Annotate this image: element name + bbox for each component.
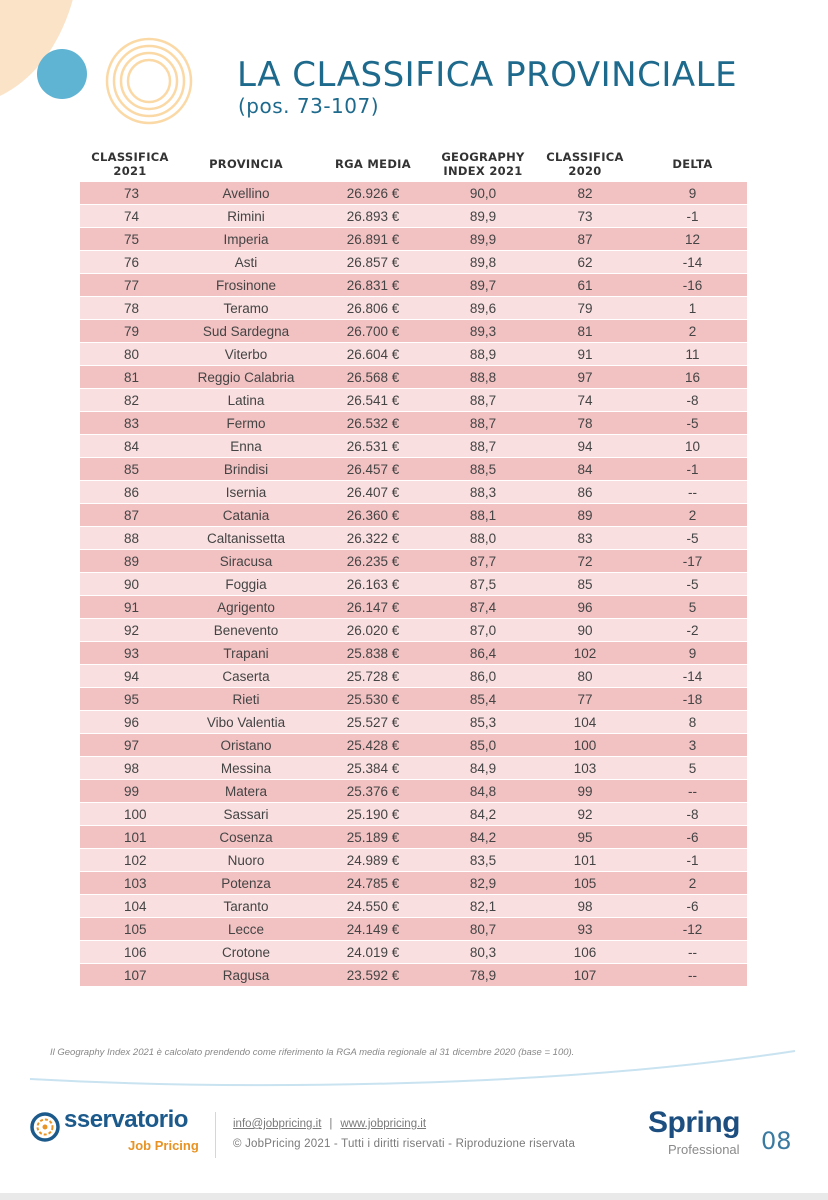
cell-geography-index: 85,0 — [469, 737, 497, 753]
cell-geography-index: 88,8 — [469, 369, 497, 385]
column-header-geography-index: GEOGRAPHY INDEX 2021 — [441, 150, 525, 178]
cell-rank-2021: 93 — [124, 645, 140, 661]
table-row — [80, 711, 747, 734]
cell-rank-2020: 74 — [577, 392, 593, 408]
cell-rank-2020: 95 — [577, 829, 593, 845]
email-link[interactable]: info@jobpricing.it — [233, 1118, 322, 1130]
concentric-rings-icon — [104, 36, 194, 126]
table-row — [80, 642, 747, 665]
osservatorio-o-icon — [30, 1112, 60, 1142]
cell-geography-index: 80,7 — [469, 921, 497, 937]
cell-geography-index: 85,4 — [469, 691, 497, 707]
table-row — [80, 803, 747, 826]
cell-rga-media: 24.785 € — [346, 875, 400, 891]
cell-rga-media: 25.428 € — [346, 737, 400, 753]
cell-rank-2021: 106 — [124, 944, 147, 960]
cell-geography-index: 82,9 — [469, 875, 497, 891]
cell-rga-media: 26.163 € — [346, 576, 400, 592]
cell-geography-index: 87,7 — [469, 553, 497, 569]
cell-rank-2020: 61 — [577, 277, 593, 293]
cell-rga-media: 26.604 € — [346, 346, 400, 362]
cell-geography-index: 88,7 — [469, 438, 497, 454]
cell-rank-2021: 95 — [124, 691, 140, 707]
cell-rank-2021: 73 — [124, 185, 140, 201]
table-row — [80, 665, 747, 688]
cell-geography-index: 87,0 — [469, 622, 497, 638]
cell-delta: -1 — [686, 461, 699, 477]
cell-rank-2020: 106 — [573, 944, 597, 960]
cell-province: Imperia — [223, 231, 269, 247]
cell-rga-media: 25.728 € — [346, 668, 400, 684]
cell-rank-2020: 104 — [573, 714, 597, 730]
cell-delta: 8 — [688, 714, 697, 730]
cell-delta: 12 — [684, 231, 701, 247]
cell-delta: 1 — [688, 300, 697, 316]
cell-geography-index: 78,9 — [469, 967, 497, 983]
cell-rank-2021: 107 — [124, 967, 147, 983]
cell-geography-index: 84,2 — [469, 806, 497, 822]
website-link[interactable]: www.jobpricing.it — [340, 1118, 427, 1130]
cell-geography-index: 89,3 — [469, 323, 497, 339]
cell-rank-2020: 78 — [577, 415, 593, 431]
cell-rank-2021: 99 — [124, 783, 140, 799]
osservatorio-logo — [30, 1106, 210, 1160]
cell-province: Caltanissetta — [206, 530, 286, 546]
cell-rga-media: 26.700 € — [346, 323, 400, 339]
cell-rank-2020: 81 — [577, 323, 593, 339]
cell-rank-2021: 82 — [124, 392, 140, 408]
table-row — [80, 573, 747, 596]
cell-geography-index: 89,9 — [469, 208, 497, 224]
cell-rank-2021: 105 — [124, 921, 147, 937]
cell-rank-2021: 83 — [124, 415, 140, 431]
decorative-blue-circle — [37, 49, 87, 99]
cell-delta: 3 — [688, 737, 697, 753]
cell-rga-media: 26.020 € — [346, 622, 400, 638]
cell-geography-index: 84,2 — [469, 829, 497, 845]
cell-province: Avellino — [222, 185, 270, 201]
cell-delta: -14 — [682, 254, 703, 270]
cell-rank-2020: 79 — [577, 300, 593, 316]
table-row — [80, 389, 747, 412]
cell-rank-2020: 86 — [577, 484, 593, 500]
cell-rga-media: 26.457 € — [346, 461, 400, 477]
table-row — [80, 412, 747, 435]
cell-rank-2020: 80 — [577, 668, 593, 684]
footer-divider — [215, 1112, 216, 1158]
table-row — [80, 872, 747, 895]
cell-geography-index: 84,8 — [469, 783, 497, 799]
cell-rank-2020: 98 — [577, 898, 593, 914]
cell-rank-2021: 96 — [124, 714, 140, 730]
cell-geography-index: 85,3 — [469, 714, 497, 730]
table-row — [80, 274, 747, 297]
cell-delta: -5 — [686, 530, 699, 546]
cell-rank-2020: 92 — [577, 806, 593, 822]
logo-wordmark: sservatorio — [64, 1106, 188, 1133]
table-row — [80, 826, 747, 849]
cell-rga-media: 24.550 € — [346, 898, 400, 914]
cell-delta: -18 — [682, 691, 703, 707]
cell-geography-index: 88,9 — [469, 346, 497, 362]
cell-rank-2021: 81 — [124, 369, 140, 385]
cell-rank-2021: 91 — [124, 599, 140, 615]
cell-rank-2020: 84 — [577, 461, 593, 477]
cell-rga-media: 26.831 € — [346, 277, 400, 293]
cell-province: Caserta — [222, 668, 270, 684]
cell-rank-2020: 103 — [573, 760, 597, 776]
cell-geography-index: 88,7 — [469, 392, 497, 408]
cell-rank-2021: 84 — [124, 438, 140, 454]
cell-delta: -- — [688, 967, 697, 983]
table-row — [80, 780, 747, 803]
cell-rank-2020: 83 — [577, 530, 593, 546]
cell-delta: -- — [688, 783, 697, 799]
ranking-table — [80, 146, 747, 987]
table-row — [80, 435, 747, 458]
table-row — [80, 941, 747, 964]
cell-rank-2021: 103 — [124, 875, 147, 891]
cell-rga-media: 25.530 € — [346, 691, 400, 707]
cell-delta: 16 — [684, 369, 701, 385]
cell-province: Viterbo — [224, 346, 268, 362]
cell-province: Latina — [227, 392, 265, 408]
table-row — [80, 182, 747, 205]
cell-rank-2020: 101 — [573, 852, 597, 868]
cell-rga-media: 25.376 € — [346, 783, 400, 799]
table-row — [80, 734, 747, 757]
cell-province: Asti — [234, 254, 258, 270]
table-row — [80, 205, 747, 228]
cell-delta: -17 — [682, 553, 703, 569]
cell-delta: -- — [688, 484, 697, 500]
cell-rga-media: 26.857 € — [346, 254, 400, 270]
cell-geography-index: 90,0 — [469, 185, 497, 201]
cell-province: Rimini — [227, 208, 265, 224]
table-row — [80, 458, 747, 481]
cell-rga-media: 23.592 € — [346, 967, 400, 983]
table-row — [80, 918, 747, 941]
cell-delta: -6 — [686, 829, 699, 845]
cell-province: Sud Sardegna — [202, 323, 290, 339]
cell-rank-2021: 94 — [124, 668, 140, 684]
column-header-classifica-2021: CLASSIFICA 2021 — [91, 150, 169, 178]
cell-province: Fermo — [226, 415, 266, 431]
cell-rank-2021: 98 — [124, 760, 140, 776]
cell-rank-2020: 87 — [577, 231, 593, 247]
column-header-classifica-2020: CLASSIFICA 2020 — [546, 150, 624, 178]
cell-rga-media: 25.527 € — [346, 714, 400, 730]
cell-rank-2021: 101 — [124, 829, 147, 845]
cell-rank-2021: 100 — [124, 806, 147, 822]
cell-rank-2021: 79 — [124, 323, 140, 339]
cell-delta: -16 — [682, 277, 703, 293]
cell-rga-media: 25.838 € — [346, 645, 400, 661]
table-row — [80, 366, 747, 389]
cell-province: Reggio Calabria — [197, 369, 295, 385]
cell-geography-index: 88,0 — [469, 530, 497, 546]
contact-separator: | — [329, 1118, 333, 1130]
cell-geography-index: 88,1 — [469, 507, 497, 523]
cell-province: Sassari — [223, 806, 269, 822]
cell-geography-index: 88,3 — [469, 484, 497, 500]
cell-rank-2020: 97 — [577, 369, 593, 385]
cell-delta: 2 — [688, 875, 697, 891]
table-row — [80, 297, 747, 320]
cell-rga-media: 25.384 € — [346, 760, 400, 776]
cell-rank-2021: 92 — [124, 622, 140, 638]
cell-delta: -2 — [686, 622, 699, 638]
cell-rank-2020: 107 — [573, 967, 597, 983]
cell-province: Catania — [222, 507, 270, 523]
cell-rank-2021: 102 — [124, 852, 147, 868]
cell-province: Lecce — [227, 921, 265, 937]
cell-delta: 5 — [688, 760, 697, 776]
cell-rga-media: 26.531 € — [346, 438, 400, 454]
table-row — [80, 504, 747, 527]
cell-rga-media: 26.147 € — [346, 599, 400, 615]
cell-rank-2021: 104 — [124, 898, 147, 914]
cell-rga-media: 25.189 € — [346, 829, 400, 845]
cell-delta: -8 — [686, 392, 699, 408]
cell-province: Agrigento — [217, 599, 275, 615]
cell-rga-media: 26.407 € — [346, 484, 400, 500]
cell-province: Siracusa — [219, 553, 273, 569]
cell-rank-2020: 91 — [577, 346, 593, 362]
table-row — [80, 228, 747, 251]
cell-rank-2020: 93 — [577, 921, 593, 937]
cell-geography-index: 89,8 — [469, 254, 497, 270]
cell-rank-2021: 97 — [124, 737, 140, 753]
cell-rga-media: 26.806 € — [346, 300, 400, 316]
cell-province: Nuoro — [227, 852, 265, 868]
cell-province: Enna — [230, 438, 262, 454]
cell-province: Ragusa — [222, 967, 270, 983]
bottom-bar — [0, 1193, 828, 1200]
cell-rank-2020: 62 — [577, 254, 593, 270]
cell-delta: 9 — [688, 645, 697, 661]
table-row — [80, 320, 747, 343]
cell-rank-2020: 94 — [577, 438, 593, 454]
cell-rga-media: 26.322 € — [346, 530, 400, 546]
cell-rank-2021: 85 — [124, 461, 140, 477]
cell-rank-2021: 88 — [124, 530, 140, 546]
cell-rank-2021: 86 — [124, 484, 140, 500]
page-number: 08 — [761, 1127, 792, 1155]
cell-delta: 2 — [688, 507, 697, 523]
cell-rga-media: 26.568 € — [346, 369, 400, 385]
cell-rga-media: 26.235 € — [346, 553, 400, 569]
cell-geography-index: 83,5 — [469, 852, 497, 868]
table-row — [80, 757, 747, 780]
cell-delta: -8 — [686, 806, 699, 822]
cell-province: Oristano — [220, 737, 272, 753]
spring-logo: Spring — [648, 1106, 740, 1139]
cell-delta: -6 — [686, 898, 699, 914]
cell-geography-index: 87,5 — [469, 576, 497, 592]
cell-province: Crotone — [221, 944, 271, 960]
cell-geography-index: 88,7 — [469, 415, 497, 431]
table-body — [80, 182, 747, 987]
cell-rank-2021: 90 — [124, 576, 140, 592]
table-row — [80, 550, 747, 573]
cell-province: Frosinone — [215, 277, 277, 293]
cell-rank-2020: 102 — [573, 645, 597, 661]
column-header-rga-media: RGA MEDIA — [335, 157, 411, 171]
cell-rga-media: 26.532 € — [346, 415, 400, 431]
cell-rank-2020: 72 — [577, 553, 593, 569]
table-row — [80, 481, 747, 504]
table-row — [80, 596, 747, 619]
cell-delta: -1 — [686, 208, 699, 224]
cell-province: Rieti — [232, 691, 260, 707]
cell-province: Brindisi — [223, 461, 269, 477]
cell-province: Taranto — [223, 898, 269, 914]
cell-province: Trapani — [223, 645, 269, 661]
logo-subtitle: Job Pricing — [128, 1138, 199, 1153]
cell-geography-index: 86,0 — [469, 668, 497, 684]
cell-delta: 9 — [688, 185, 697, 201]
cell-rank-2020: 82 — [577, 185, 593, 201]
cell-geography-index: 88,5 — [469, 461, 497, 477]
cell-rank-2021: 77 — [124, 277, 140, 293]
cell-rank-2020: 96 — [577, 599, 593, 615]
cell-rank-2020: 85 — [577, 576, 593, 592]
cell-delta: 11 — [685, 346, 700, 362]
cell-rank-2020: 90 — [577, 622, 593, 638]
cell-rank-2021: 75 — [124, 231, 140, 247]
cell-delta: 5 — [688, 599, 697, 615]
cell-province: Vibo Valentia — [206, 714, 286, 730]
spring-logo-subtitle: Professional — [668, 1142, 740, 1157]
cell-province: Cosenza — [219, 829, 273, 845]
column-header-delta: DELTA — [672, 157, 713, 171]
table-row — [80, 527, 747, 550]
cell-geography-index: 89,7 — [469, 277, 497, 293]
cell-rga-media: 26.893 € — [346, 208, 400, 224]
footer-contacts — [233, 1118, 426, 1130]
footnote: Il Geography Index 2021 è calcolato prendendo come riferimento la RGA media regionale al 31 dicembre 2020 (base = 100). — [50, 1047, 575, 1058]
cell-delta: -5 — [686, 576, 699, 592]
cell-rank-2020: 89 — [577, 507, 593, 523]
page-title: LA CLASSIFICA PROVINCIALE — [237, 55, 738, 95]
cell-rank-2021: 80 — [124, 346, 140, 362]
cell-geography-index: 89,6 — [469, 300, 497, 316]
cell-delta: 2 — [688, 323, 697, 339]
cell-geography-index: 87,4 — [469, 599, 497, 615]
cell-rank-2021: 74 — [124, 208, 140, 224]
cell-rank-2020: 73 — [577, 208, 593, 224]
cell-geography-index: 80,3 — [469, 944, 497, 960]
cell-delta: -- — [688, 944, 697, 960]
cell-rga-media: 24.019 € — [346, 944, 400, 960]
cell-geography-index: 82,1 — [469, 898, 497, 914]
table-row — [80, 619, 747, 642]
cell-geography-index: 89,9 — [469, 231, 497, 247]
cell-rga-media: 26.541 € — [346, 392, 400, 408]
cell-rga-media: 26.360 € — [346, 507, 400, 523]
cell-rga-media: 24.989 € — [346, 852, 400, 868]
cell-province: Messina — [220, 760, 272, 776]
cell-rank-2021: 78 — [124, 300, 140, 316]
cell-rga-media: 25.190 € — [346, 806, 400, 822]
table-row — [80, 895, 747, 918]
cell-rank-2020: 77 — [577, 691, 593, 707]
cell-delta: -14 — [682, 668, 703, 684]
table-row — [80, 849, 747, 872]
table-row — [80, 964, 747, 987]
cell-delta: 10 — [684, 438, 701, 454]
cell-delta: -5 — [686, 415, 699, 431]
cell-province: Matera — [224, 783, 268, 799]
cell-rga-media: 24.149 € — [346, 921, 400, 937]
table-header — [80, 146, 747, 182]
cell-province: Potenza — [221, 875, 271, 891]
table-row — [80, 251, 747, 274]
cell-delta: -12 — [682, 921, 703, 937]
cell-delta: -1 — [686, 852, 699, 868]
cell-geography-index: 84,9 — [469, 760, 497, 776]
cell-rank-2020: 105 — [573, 875, 597, 891]
cell-rank-2021: 87 — [124, 507, 140, 523]
cell-rank-2020: 99 — [577, 783, 593, 799]
cell-province: Benevento — [213, 622, 279, 638]
cell-rank-2021: 76 — [124, 254, 140, 270]
cell-province: Teramo — [223, 300, 269, 316]
cell-geography-index: 86,4 — [469, 645, 497, 661]
column-header-provincia: PROVINCIA — [209, 157, 283, 171]
cell-rank-2021: 89 — [124, 553, 140, 569]
cell-province: Foggia — [225, 576, 267, 592]
table-row — [80, 688, 747, 711]
copyright-text: © JobPricing 2021 - Tutti i diritti riservati - Riproduzione riservata — [233, 1138, 576, 1150]
cell-rga-media: 26.926 € — [346, 185, 400, 201]
table-row — [80, 343, 747, 366]
cell-province: Isernia — [225, 484, 267, 500]
cell-rga-media: 26.891 € — [346, 231, 400, 247]
page-subtitle: (pos. 73-107) — [238, 94, 380, 118]
cell-rank-2020: 100 — [573, 737, 597, 753]
